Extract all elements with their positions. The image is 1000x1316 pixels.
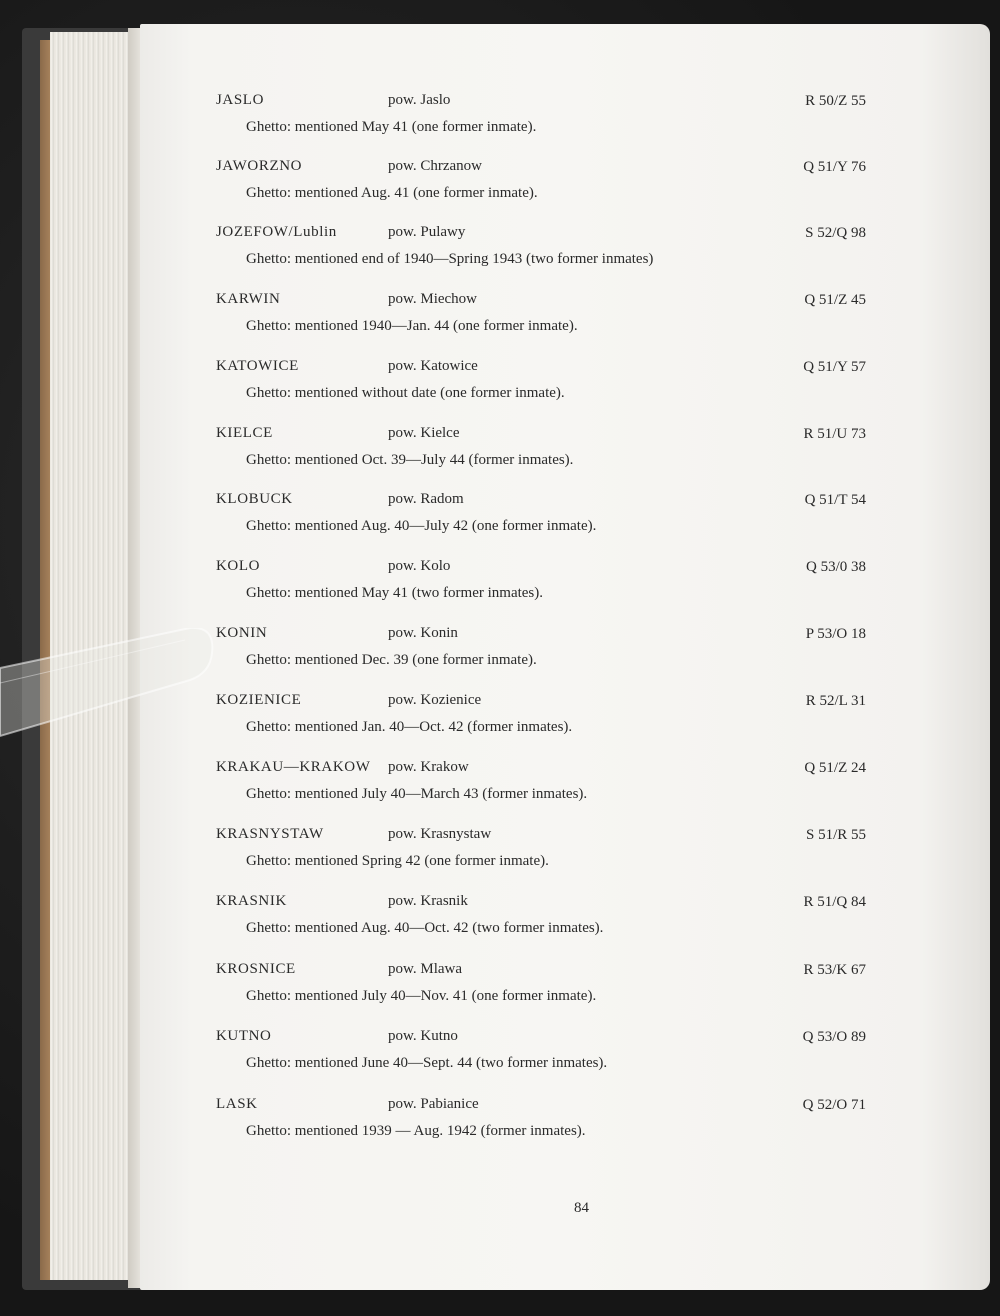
entry-map-reference: R 51/Q 84 xyxy=(803,894,866,910)
gazetteer-entry xyxy=(216,893,866,949)
entry-place-name: JASLO xyxy=(216,92,265,108)
gazetteer-entry xyxy=(216,961,866,1017)
entry-district: pow. Kutno xyxy=(388,1028,458,1044)
entry-description: Ghetto: mentioned end of 1940—Spring 1943 (two former inmates) xyxy=(246,251,654,267)
entry-description: Ghetto: mentioned June 40—Sept. 44 (two former inmates). xyxy=(246,1055,608,1071)
entry-place-name: JAWORZNO xyxy=(216,158,303,174)
entry-place-name: KUTNO xyxy=(216,1028,272,1044)
page-number: 84 xyxy=(574,1200,589,1216)
entry-map-reference: S 52/Q 98 xyxy=(805,225,866,241)
entry-place-name: KOLO xyxy=(216,558,261,574)
gazetteer-entry xyxy=(216,224,866,280)
gazetteer-entry xyxy=(216,759,866,815)
gazetteer-entry xyxy=(216,692,866,748)
entry-map-reference: R 53/K 67 xyxy=(803,962,866,978)
gazetteer-entry xyxy=(216,291,866,347)
entry-map-reference: Q 53/O 89 xyxy=(802,1029,866,1045)
entry-map-reference: P 53/O 18 xyxy=(805,626,866,642)
entry-map-reference: R 52/L 31 xyxy=(805,693,866,709)
gazetteer-entry xyxy=(216,158,866,214)
entry-place-name: KATOWICE xyxy=(216,358,299,374)
entry-place-name: KRAKAU—KRAKOW xyxy=(216,759,371,775)
entry-map-reference: S 51/R 55 xyxy=(805,827,866,843)
entry-map-reference: Q 51/Y 76 xyxy=(803,159,866,175)
entry-district: pow. Kolo xyxy=(388,558,451,574)
entry-map-reference: R 50/Z 55 xyxy=(805,93,866,109)
entry-place-name: KOZIENICE xyxy=(216,692,302,708)
gazetteer-entry xyxy=(216,491,866,547)
entry-description: Ghetto: mentioned Aug. 40—Oct. 42 (two former inmates). xyxy=(246,920,604,936)
entry-place-name: KRASNYSTAW xyxy=(216,826,324,842)
gazetteer-entry xyxy=(216,558,866,614)
entry-place-name: KLOBUCK xyxy=(216,491,293,507)
entry-district: pow. Mlawa xyxy=(388,961,463,977)
entry-district: pow. Krasnik xyxy=(388,893,468,909)
entry-map-reference: Q 51/Y 57 xyxy=(803,359,866,375)
gazetteer-entry xyxy=(216,625,866,681)
entry-map-reference: Q 51/Z 45 xyxy=(804,292,866,308)
entry-district: pow. Miechow xyxy=(388,291,478,307)
entry-description: Ghetto: mentioned Oct. 39—July 44 (former inmates). xyxy=(246,452,574,468)
entry-district: pow. Pulawy xyxy=(388,224,466,240)
entry-district: pow. Chrzanow xyxy=(388,158,483,174)
entry-district: pow. Krasnystaw xyxy=(388,826,492,842)
entry-description: Ghetto: mentioned Aug. 40—July 42 (one former inmate). xyxy=(246,518,597,534)
entry-place-name: KARWIN xyxy=(216,291,281,307)
gazetteer-entry xyxy=(216,425,866,481)
entry-district: pow. Pabianice xyxy=(388,1096,479,1112)
entry-map-reference: Q 51/T 54 xyxy=(804,492,866,508)
entry-district: pow. Jaslo xyxy=(388,92,451,108)
entry-place-name: JOZEFOW/Lublin xyxy=(216,224,337,240)
entry-map-reference: R 51/U 73 xyxy=(803,426,866,442)
entry-place-name: KONIN xyxy=(216,625,268,641)
entry-district: pow. Kozienice xyxy=(388,692,482,708)
entry-district: pow. Kielce xyxy=(388,425,460,441)
entry-description: Ghetto: mentioned 1940—Jan. 44 (one former inmate). xyxy=(246,318,578,334)
book-page xyxy=(140,24,990,1290)
entry-map-reference: Q 51/Z 24 xyxy=(804,760,866,776)
gazetteer-entry xyxy=(216,826,866,882)
entry-map-reference: Q 52/O 71 xyxy=(802,1097,866,1113)
entry-district: pow. Konin xyxy=(388,625,458,641)
entry-place-name: KRASNIK xyxy=(216,893,287,909)
gazetteer-entry xyxy=(216,358,866,414)
entry-description: Ghetto: mentioned without date (one former inmate). xyxy=(246,385,565,401)
entry-map-reference: Q 53/0 38 xyxy=(806,559,866,575)
entry-description: Ghetto: mentioned Spring 42 (one former inmate). xyxy=(246,853,549,869)
entry-place-name: KIELCE xyxy=(216,425,273,441)
entry-district: pow. Radom xyxy=(388,491,464,507)
gazetteer-entry xyxy=(216,92,866,148)
entry-district: pow. Katowice xyxy=(388,358,478,374)
gazetteer-entry xyxy=(216,1028,866,1084)
entry-description: Ghetto: mentioned 1939 — Aug. 1942 (former inmates). xyxy=(246,1123,586,1139)
entry-description: Ghetto: mentioned Jan. 40—Oct. 42 (former inmates). xyxy=(246,719,573,735)
entry-place-name: KROSNICE xyxy=(216,961,296,977)
entry-description: Ghetto: mentioned July 40—March 43 (former inmates). xyxy=(246,786,588,802)
gazetteer-entry xyxy=(216,1096,866,1152)
entry-description: Ghetto: mentioned July 40—Nov. 41 (one former inmate). xyxy=(246,988,597,1004)
entry-description: Ghetto: mentioned Aug. 41 (one former inmate). xyxy=(246,185,538,201)
entry-place-name: LASK xyxy=(216,1096,258,1112)
entry-district: pow. Krakow xyxy=(388,759,469,775)
entry-description: Ghetto: mentioned May 41 (one former inmate). xyxy=(246,119,537,135)
entry-description: Ghetto: mentioned May 41 (two former inmates). xyxy=(246,585,544,601)
entry-description: Ghetto: mentioned Dec. 39 (one former inmate). xyxy=(246,652,537,668)
